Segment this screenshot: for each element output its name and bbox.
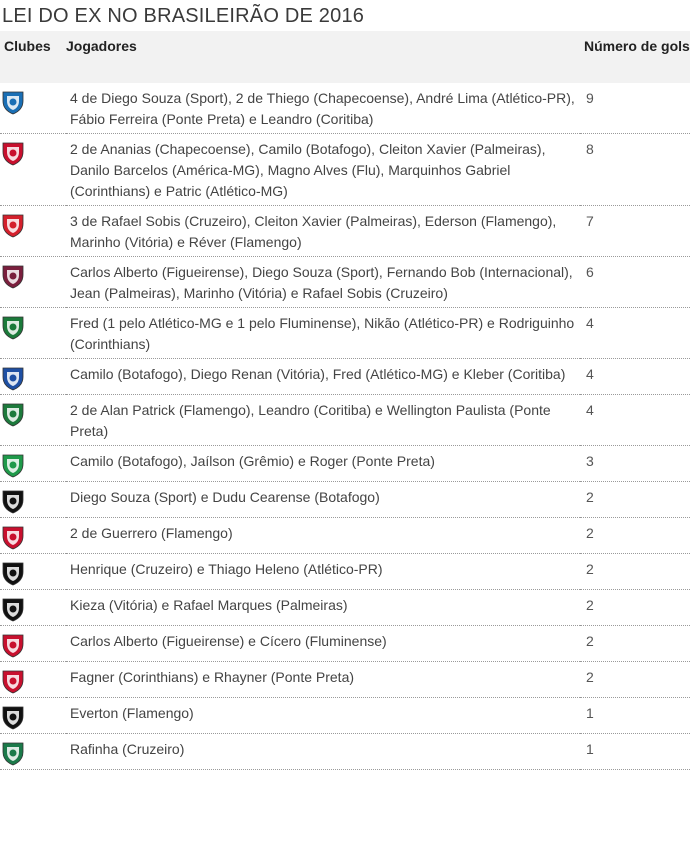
players-cell: Diego Souza (Sport) e Dudu Cearense (Botafogo) — [66, 482, 580, 518]
header-clubs: Clubes — [0, 31, 66, 83]
table-row — [0, 626, 690, 662]
goals-cell: 1 — [580, 698, 690, 734]
goals-cell: 2 — [580, 518, 690, 554]
goals-cell: 4 — [580, 395, 690, 446]
club-cell — [0, 206, 66, 257]
table-row — [0, 134, 690, 206]
club-cell — [0, 662, 66, 698]
club-cell — [0, 626, 66, 662]
players-cell: Henrique (Cruzeiro) e Thiago Heleno (Atlético-PR) — [66, 554, 580, 590]
club-cell — [0, 590, 66, 626]
table-row — [0, 83, 690, 134]
players-cell: 2 de Ananias (Chapecoense), Camilo (Botafogo), Cleiton Xavier (Palmeiras), Danilo Barcelos (América-MG), Magno Alves (Flu), Marquinhos Gabriel (Corinthians) e Patric (Atlético-MG) — [66, 134, 580, 206]
goals-cell: 2 — [580, 482, 690, 518]
gremio-crest-icon — [0, 89, 26, 115]
players-cell: Carlos Alberto (Figueirense), Diego Souza (Sport), Fernando Bob (Internacional), Jean (Palmeiras), Marinho (Vitória) e Rafael Sobis (Cruzeiro) — [66, 257, 580, 308]
vitoria-crest-icon — [0, 668, 26, 694]
goals-cell: 6 — [580, 257, 690, 308]
club-cell — [0, 698, 66, 734]
players-cell: 2 de Guerrero (Flamengo) — [66, 518, 580, 554]
table-row — [0, 446, 690, 482]
players-cell: 2 de Alan Patrick (Flamengo), Leandro (Coritiba) e Wellington Paulista (Ponte Preta) — [66, 395, 580, 446]
ponte-preta-crest-icon — [0, 596, 26, 622]
goals-cell: 1 — [580, 734, 690, 770]
players-cell: 4 de Diego Souza (Sport), 2 de Thiego (Chapecoense), André Lima (Atlético-PR), Fábio Ferreira (Ponte Preta) e Leandro (Coritiba) — [66, 83, 580, 134]
goals-cell: 2 — [580, 626, 690, 662]
club-cell — [0, 446, 66, 482]
header-players: Jogadores — [66, 31, 580, 83]
corinthians-crest-icon — [0, 524, 26, 550]
goals-cell: 7 — [580, 206, 690, 257]
club-cell — [0, 554, 66, 590]
goals-cell: 2 — [580, 662, 690, 698]
table-row — [0, 734, 690, 770]
palmeiras-crest-icon — [0, 401, 26, 427]
players-cell: Rafinha (Cruzeiro) — [66, 734, 580, 770]
table-row — [0, 308, 690, 359]
goals-cell: 8 — [580, 134, 690, 206]
goals-table — [0, 31, 690, 770]
goals-cell: 3 — [580, 446, 690, 482]
table-row — [0, 359, 690, 395]
club-cell — [0, 518, 66, 554]
players-cell: Fagner (Corinthians) e Rhayner (Ponte Preta) — [66, 662, 580, 698]
players-cell: Camilo (Botafogo), Diego Renan (Vitória), Fred (Atlético-MG) e Kleber (Coritiba) — [66, 359, 580, 395]
players-cell: Fred (1 pelo Atlético-MG e 1 pelo Fluminense), Nikão (Atlético-PR) e Rodriguinho (Corinthians) — [66, 308, 580, 359]
botafogo-crest-icon — [0, 704, 26, 730]
table-row — [0, 518, 690, 554]
page-title: LEI DO EX NO BRASILEIRÃO DE 2016 — [2, 5, 365, 27]
players-cell: Carlos Alberto (Figueirense) e Cícero (Fluminense) — [66, 626, 580, 662]
cruzeiro-crest-icon — [0, 365, 26, 391]
table-row — [0, 554, 690, 590]
club-cell — [0, 308, 66, 359]
table-row — [0, 590, 690, 626]
club-cell — [0, 482, 66, 518]
table-row — [0, 482, 690, 518]
goals-cell: 2 — [580, 554, 690, 590]
club-cell — [0, 395, 66, 446]
table-row — [0, 662, 690, 698]
players-cell: Camilo (Botafogo), Jaílson (Grêmio) e Roger (Ponte Preta) — [66, 446, 580, 482]
goals-cell: 4 — [580, 359, 690, 395]
table-row — [0, 698, 690, 734]
club-cell — [0, 134, 66, 206]
table-row — [0, 395, 690, 446]
fluminense-crest-icon — [0, 263, 26, 289]
coritiba-crest-icon — [0, 740, 26, 766]
goals-cell: 2 — [580, 590, 690, 626]
players-cell: 3 de Rafael Sobis (Cruzeiro), Cleiton Xavier (Palmeiras), Ederson (Flamengo), Marinho (Vitória) e Réver (Flamengo) — [66, 206, 580, 257]
internacional-crest-icon — [0, 212, 26, 238]
figueirense-crest-icon — [0, 560, 26, 586]
table-header-row — [0, 31, 690, 83]
america-mg-crest-icon — [0, 314, 26, 340]
club-cell — [0, 83, 66, 134]
table-row — [0, 257, 690, 308]
sport-crest-icon — [0, 140, 26, 166]
goals-cell: 4 — [580, 308, 690, 359]
atletico-mg-crest-icon — [0, 488, 26, 514]
club-cell — [0, 359, 66, 395]
table-row — [0, 206, 690, 257]
club-cell — [0, 257, 66, 308]
club-cell — [0, 734, 66, 770]
header-goals: Número de gols — [580, 31, 690, 83]
sao-paulo-crest-icon — [0, 632, 26, 658]
players-cell: Everton (Flamengo) — [66, 698, 580, 734]
chapecoense-crest-icon — [0, 452, 26, 478]
goals-cell: 9 — [580, 83, 690, 134]
players-cell: Kieza (Vitória) e Rafael Marques (Palmeiras) — [66, 590, 580, 626]
